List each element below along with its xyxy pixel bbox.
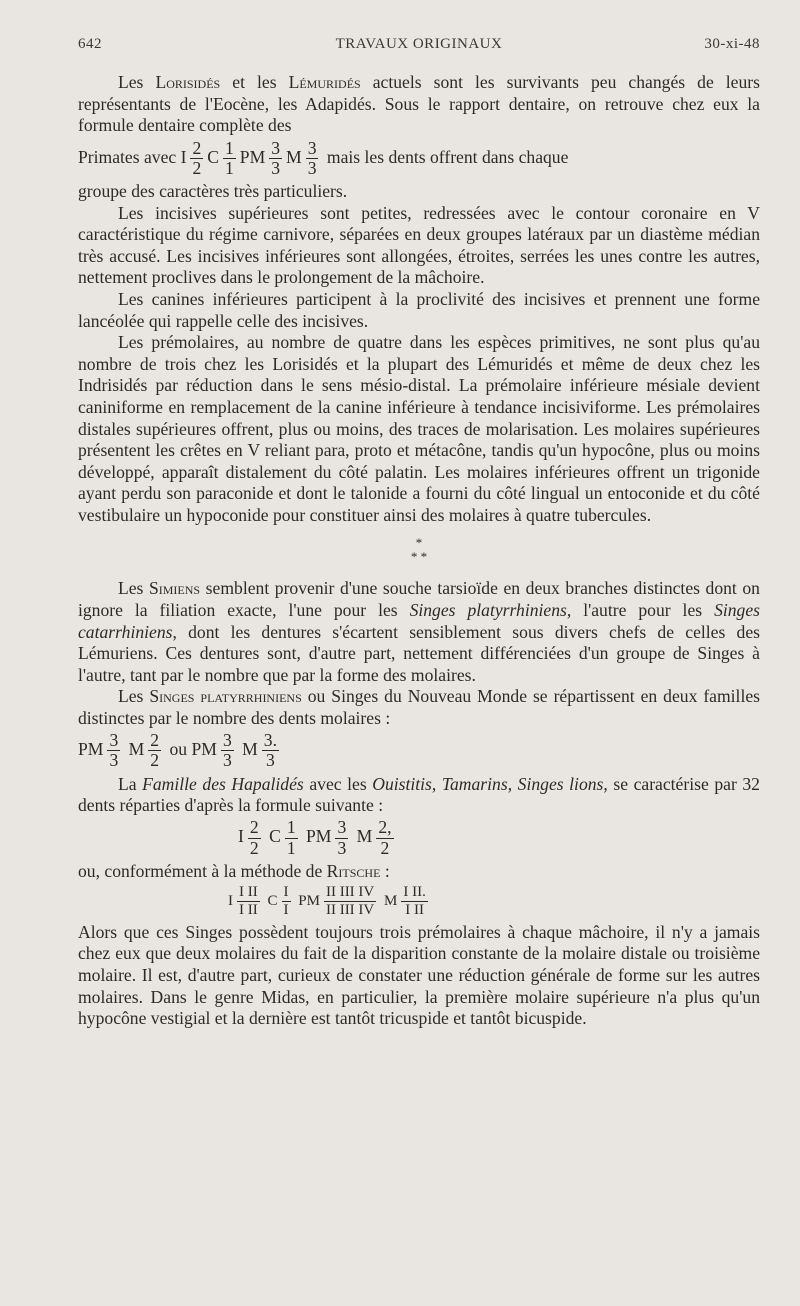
denominator: 2 <box>249 837 259 858</box>
denominator: I II <box>239 901 258 918</box>
text-run: ou Singes du Nouveau Monde se répartissent en deux familles distinctes par le nombre des dents molaires : <box>78 686 760 729</box>
fraction <box>148 729 161 771</box>
text-run: PM <box>78 738 104 759</box>
numerator: 3 <box>337 817 347 837</box>
text-run: , <box>507 773 518 794</box>
running-title: TRAVAUX ORIGINAUX <box>335 36 503 52</box>
numerator: 2 <box>150 729 160 750</box>
header-date: 30-xi-48 <box>704 36 760 52</box>
text-run: C <box>207 146 219 167</box>
fraction <box>376 819 393 857</box>
fraction <box>285 819 298 857</box>
text-run: PM <box>306 826 332 847</box>
numerator: 2 <box>192 137 202 158</box>
numerator: I II <box>239 883 258 900</box>
fraction <box>324 885 376 918</box>
text-run: Les <box>118 578 149 599</box>
text-run: avec les <box>303 773 373 794</box>
text-run: , dont les dentures s'écartent sensiblement sous divers chefs de celles des Lémuriens. Ces dentures sont, d'autre part, nettement différenciées d'un groupe de Singes à l'autre, tant par le nombre que par la forme des molaires. <box>78 621 760 685</box>
numerator: I <box>283 883 289 900</box>
separator-star: * <box>415 535 423 551</box>
numerator: 3. <box>263 729 277 750</box>
text-run: , se caractérise par 32 dents réparties d'après la formule suivante : <box>78 773 760 816</box>
separator-stars: * * <box>410 549 428 565</box>
denominator: 1 <box>225 158 234 179</box>
text-run: I <box>238 826 244 847</box>
denominator: 3 <box>266 750 275 771</box>
body-text <box>78 72 760 1030</box>
text-run: ou <box>169 738 188 759</box>
text-run: mais les dents offrent dans chaque <box>326 146 569 167</box>
numerator: 2 <box>249 817 259 837</box>
denominator: I <box>283 901 289 918</box>
numerator: I II. <box>403 883 426 900</box>
text-run: Les <box>118 72 156 92</box>
taxon-simiens: Simiens <box>148 578 201 599</box>
fraction <box>335 819 348 857</box>
italic-term: Tamarins <box>441 773 508 794</box>
paragraph-lorisides <box>78 72 760 137</box>
italic-term: Singes platyrrhiniens <box>409 600 567 621</box>
denominator: 3 <box>109 750 119 771</box>
taxon-lorisides: Lorisidés <box>155 72 221 92</box>
text-run: PM <box>191 738 217 759</box>
fraction <box>269 137 282 179</box>
paragraph-continuation: groupe des caractères très particuliers. <box>78 180 348 201</box>
numerator: 3 <box>109 729 119 750</box>
text-run: , l'autre pour les <box>566 600 715 621</box>
fraction <box>306 137 319 179</box>
paragraph-midas: Alors que ces Singes possèdent toujours trois prémolaires à chaque mâchoire, il n'y a jamais chez eux que deux molaires du fait de la disparition constante de la molaire distale ou troisième molaire. Il est, d'autre part, curieux de constater une réduction générale de forme sur les autres molaires. Dans le genre Midas, en particulier, la première molaire supérieure n'a plus qu'un hypocône vestigial et la dernière est tantôt tricuspide et tantôt bicuspide. <box>78 921 760 1029</box>
fraction <box>282 885 291 918</box>
denominator: I II <box>405 901 424 918</box>
author-ritsche: Ritsche <box>326 861 381 882</box>
paragraph-premolaires: Les prémolaires, au nombre de quatre dans les espèces primitives, ne sont plus qu'au nombre de trois chez les Lorisidés et la plupart des Lémuridés et même de deux chez les Indrisidés par réduction dans le sens mésio-distal. La prémolaire inférieure mésiale devient caniniforme en remplacement de la canine inférieure à tendance incisiviforme. Les prémolaires distales supérieures offrent, plus ou moins, des traces de molarisation. Les molaires supérieures présentent les crêtes en V reliant para, proto et métacône, tandis qu'un hypocône, plus ou moins développé, apparaît distalement du côté palatin. Les molaires inférieures offrent un trigonide ayant perdu son paraconide et dont le talonide a fourni du côté lingual un entoconide et du côté vestibulaire un hypoconide pour constituer ainsi des molaires à quatre tubercules. <box>78 332 760 525</box>
running-header <box>78 36 760 60</box>
text-run: Les <box>118 686 150 707</box>
numerator: 1 <box>286 817 296 837</box>
taxon-platyrrhiniens: Singes platyrrhiniens <box>149 686 302 707</box>
numerator: II III IV <box>325 883 375 900</box>
taxon-lemurides: Lémuridés <box>288 72 361 92</box>
paragraph-canines: Les canines inférieures participent à la proclivité des incisives et prennent une forme lancéolée qui rappelle celle des incisives. <box>78 288 760 331</box>
denominator: 3 <box>307 158 317 179</box>
paragraph-platyrrhiniens <box>78 686 760 729</box>
denominator: 2 <box>150 750 160 771</box>
text-run: M <box>286 146 302 167</box>
text-run: ou, conformément à la méthode de <box>78 861 327 882</box>
denominator: 3 <box>337 837 347 858</box>
denominator: 3 <box>222 750 232 771</box>
fraction <box>190 137 203 179</box>
denominator: II III IV <box>325 901 375 918</box>
italic-term: Ouistitis <box>372 773 432 794</box>
numerator: 2, <box>378 817 392 837</box>
numerator: 3 <box>222 729 232 750</box>
text-run: C <box>267 892 278 909</box>
paragraph-hapalides <box>78 774 760 817</box>
fraction <box>223 137 236 179</box>
fraction <box>221 729 234 771</box>
fraction <box>237 885 260 918</box>
text-run: semblent provenir d'une souche tarsioïde en deux branches distinctes dont on ignore la filiation exacte, l'une pour les <box>78 578 760 621</box>
text-run: actuels sont les survivants peu changés de leurs représentants de l'Eocène, les Adapidés. Sous le rapport dentaire, on retrouve chez eux la formule dentaire complète des <box>78 72 760 136</box>
formula-ritsche <box>78 885 760 918</box>
text-run: La <box>118 773 143 794</box>
dental-formula-primates <box>78 137 760 179</box>
italic-term: Singes lions <box>517 773 604 794</box>
paragraph-incisives: Les incisives supérieures sont petites, redressées avec le contour coronaire en V caractéristique du régime carnivore, séparées en deux groupes latéraux par un diastème médian très accusé. Les incisives inférieures sont allongées, étroites, serrées les unes contre les autres, nettement proclives dans le prolongement de la mâchoire. <box>78 202 760 288</box>
fraction <box>248 819 261 857</box>
page-number: 642 <box>78 36 102 52</box>
fraction <box>107 729 120 771</box>
section-separator <box>78 536 760 564</box>
formula-molaires <box>78 729 760 771</box>
text-run: M <box>242 738 258 759</box>
text-run: M <box>384 892 398 909</box>
text-run: PM <box>298 892 320 909</box>
formula-hapalides <box>78 819 760 857</box>
italic-term: Famille des Hapalidés <box>142 773 304 794</box>
numerator: 1 <box>225 137 234 158</box>
denominator: 2 <box>192 158 202 179</box>
numerator: 3 <box>307 137 317 158</box>
denominator: 2 <box>380 837 390 858</box>
text-run: Primates avec I <box>78 146 187 167</box>
text-run: M <box>128 738 145 759</box>
text-run: et les <box>220 72 289 92</box>
denominator: 1 <box>286 837 296 858</box>
text-run: , <box>431 773 442 794</box>
fraction <box>262 729 279 771</box>
text-run: PM <box>239 146 266 167</box>
fraction <box>401 885 428 918</box>
denominator: 3 <box>271 158 281 179</box>
numerator: 3 <box>271 137 281 158</box>
paragraph-ritsche <box>78 861 760 883</box>
text-run: C <box>269 826 281 847</box>
italic-term: Singes catarrhiniens <box>78 600 760 642</box>
text-run: M <box>356 826 373 847</box>
text-run: : <box>380 861 390 882</box>
paragraph-simiens <box>78 578 760 686</box>
text-run: I <box>228 892 233 909</box>
